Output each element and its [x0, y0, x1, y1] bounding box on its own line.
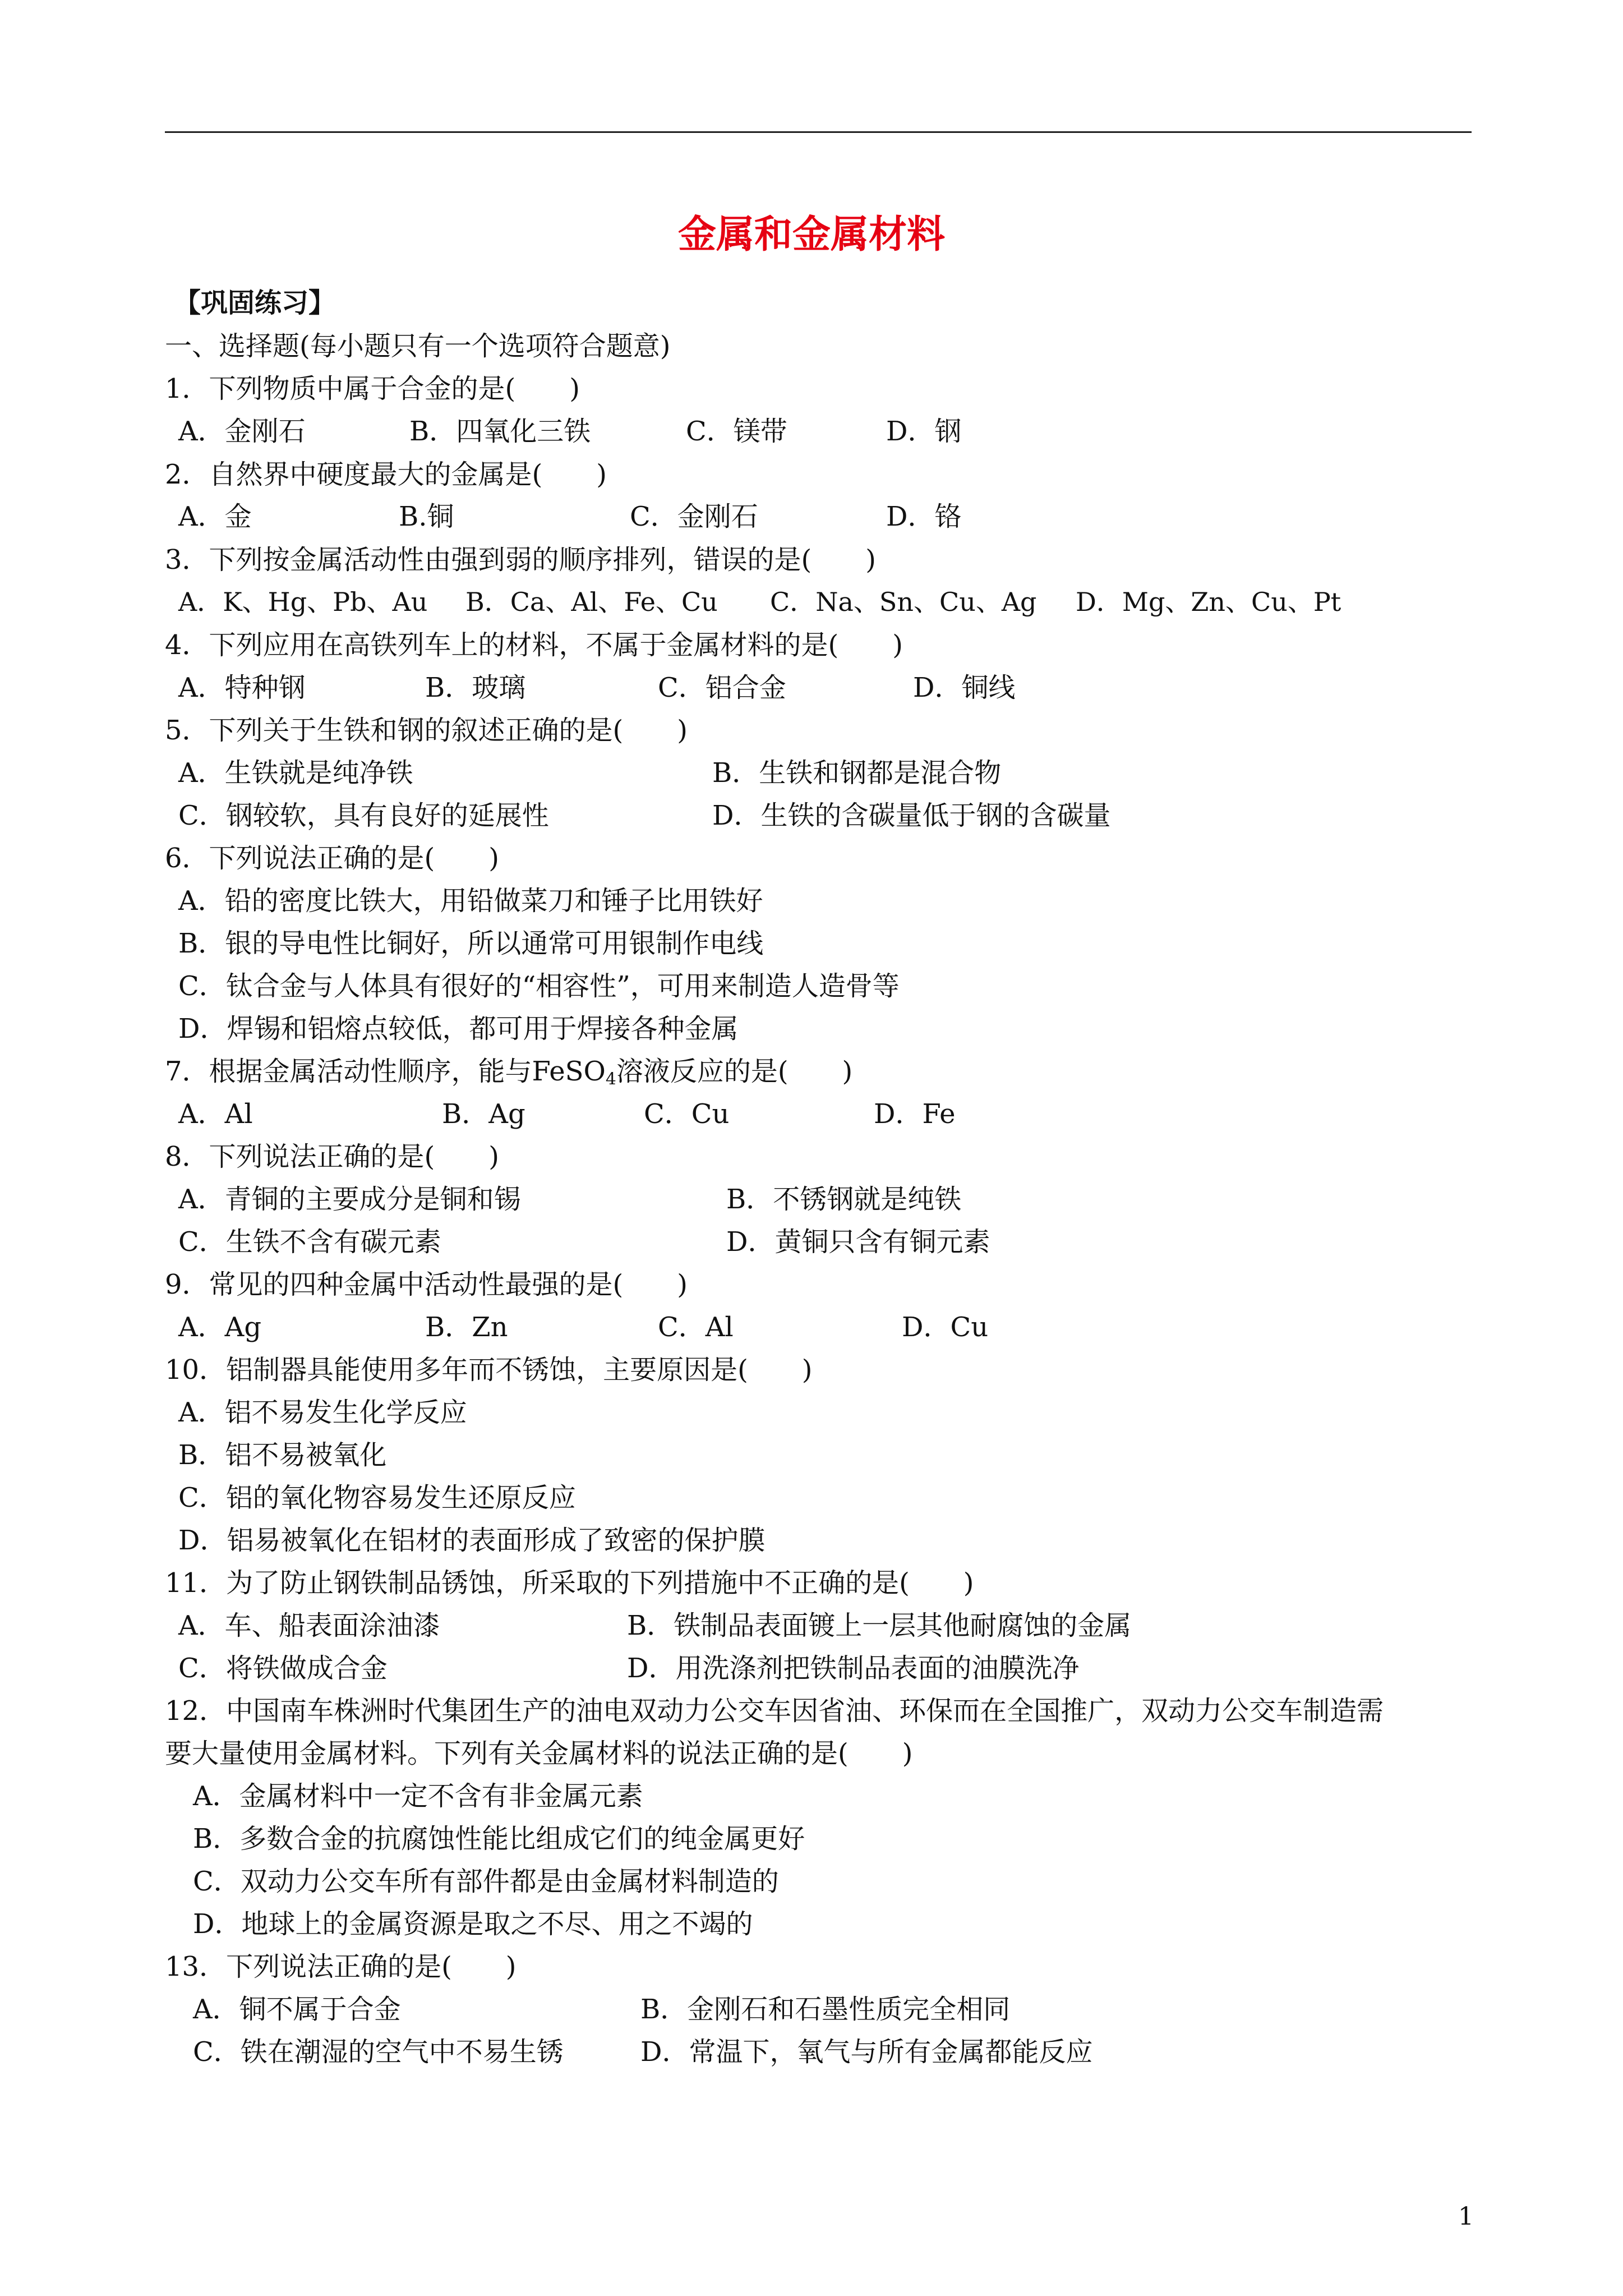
option: D．焊锡和铝熔点较低，都可用于焊接各种金属 — [178, 1013, 739, 1045]
option: C．Na、Sn、Cu、Ag — [770, 587, 1037, 617]
stem-text: 7．根据金属活动性顺序，能与FeSO — [165, 1056, 606, 1087]
option: A．青铜的主要成分是铜和锡 — [178, 1184, 521, 1215]
option: D．黄铜只含有铜元素 — [726, 1226, 990, 1258]
option: B．Zn — [425, 1312, 508, 1343]
question-stem: 1．下列物质中属于合金的是( ) — [165, 373, 580, 404]
option: D．铜线 — [913, 672, 1016, 703]
option: A．车、船表面涂油漆 — [178, 1610, 440, 1641]
option: B．金刚石和石墨性质完全相同 — [640, 1994, 1011, 2025]
option: A．金 — [178, 501, 252, 532]
question-stem: 5．下列关于生铁和钢的叙述正确的是( ) — [165, 715, 688, 746]
option: B．Ag — [442, 1098, 525, 1130]
option: D．地球上的金属资源是取之不尽、用之不竭的 — [193, 1908, 753, 1940]
option: C．钢较软，具有良好的延展性 — [178, 800, 549, 831]
option: C．金刚石 — [630, 501, 758, 532]
option: C．双动力公交车所有部件都是由金属材料制造的 — [193, 1866, 779, 1897]
option: B．银的导电性比铜好，所以通常可用银制作电线 — [178, 928, 764, 959]
option: B．玻璃 — [425, 672, 526, 703]
option: B．铝不易被氧化 — [178, 1439, 387, 1471]
option: D．钢 — [886, 416, 962, 447]
header-rule — [165, 131, 1472, 133]
option: A．特种钢 — [178, 672, 306, 703]
question-stem: 6．下列说法正确的是( ) — [165, 843, 499, 874]
option: D．Cu — [902, 1312, 989, 1343]
option: B．四氧化三铁 — [409, 416, 591, 447]
option: C．Al — [658, 1312, 734, 1343]
question-stem: 3．下列按金属活动性由强到弱的顺序排列，错误的是( ) — [165, 544, 876, 576]
option: B．生铁和钢都是混合物 — [712, 757, 1002, 789]
option: C．Cu — [644, 1098, 730, 1130]
question-stem: 4．下列应用在高铁列车上的材料，不属于金属材料的是( ) — [165, 629, 903, 661]
subscript: 4 — [605, 1069, 616, 1089]
option: C．铝的氧化物容易发生还原反应 — [178, 1482, 576, 1513]
question-stem: 8．下列说法正确的是( ) — [165, 1141, 499, 1172]
section-header: 【巩固练习】 — [174, 287, 336, 319]
option: D．常温下，氧气与所有金属都能反应 — [640, 2036, 1093, 2068]
option: D．用洗涤剂把铁制品表面的油膜洗净 — [627, 1653, 1080, 1684]
question-stem — [165, 1056, 852, 1088]
question-stem: 11．为了防止钢铁制品锈蚀，所采取的下列措施中不正确的是( ) — [165, 1567, 974, 1599]
option: B．不锈钢就是纯铁 — [726, 1184, 962, 1215]
option: A．铅的密度比铁大，用铅做菜刀和锤子比用铁好 — [178, 885, 763, 917]
option: A．生铁就是纯净铁 — [178, 757, 413, 789]
option: D．生铁的含碳量低于钢的含碳量 — [712, 800, 1111, 831]
option: A．K、Hg、Pb、Au — [178, 587, 428, 617]
option: D．Mg、Zn、Cu、Pt — [1076, 587, 1341, 617]
stem-text: 溶液反应的是( ) — [616, 1056, 853, 1087]
question-stem: 13．下列说法正确的是( ) — [165, 1951, 517, 1982]
option: A．铝不易发生化学反应 — [178, 1397, 467, 1428]
option: D．铬 — [886, 501, 962, 532]
option: A．金刚石 — [178, 416, 306, 447]
page-title: 金属和金属材料 — [677, 212, 945, 257]
part-heading: 一、选择题(每小题只有一个选项符合题意) — [165, 330, 671, 362]
option: A．Al — [178, 1098, 253, 1130]
option: C．铁在潮湿的空气中不易生锈 — [193, 2036, 564, 2068]
option: A．Ag — [178, 1312, 262, 1343]
option: B.铜 — [399, 501, 454, 532]
question-stem: 9．常见的四种金属中活动性最强的是( ) — [165, 1269, 688, 1300]
option: C．铝合金 — [658, 672, 786, 703]
option: B．铁制品表面镀上一层其他耐腐蚀的金属 — [627, 1610, 1132, 1641]
option: B．Ca、Al、Fe、Cu — [465, 587, 718, 617]
option: C．生铁不含有碳元素 — [178, 1226, 441, 1258]
option: C．钛合金与人体具有很好的“相容性”，可用来制造人造骨等 — [178, 970, 900, 1002]
option: D．铝易被氧化在铝材的表面形成了致密的保护膜 — [178, 1525, 766, 1556]
option: A．铜不属于合金 — [193, 1994, 401, 2025]
option: D．Fe — [874, 1098, 956, 1130]
option: C．镁带 — [686, 416, 787, 447]
question-stem: 12．中国南车株洲时代集团生产的油电双动力公交车因省油、环保而在全国推广，双动力公交车制造需 — [165, 1695, 1384, 1727]
question-stem: 2．自然界中硬度最大的金属是( ) — [165, 459, 607, 490]
option: B．多数合金的抗腐蚀性能比组成它们的纯金属更好 — [193, 1823, 805, 1855]
option: C．将铁做成合金 — [178, 1653, 388, 1684]
question-stem: 10．铝制器具能使用多年而不锈蚀，主要原因是( ) — [165, 1354, 813, 1386]
option: A．金属材料中一定不含有非金属元素 — [193, 1780, 643, 1812]
page-number: 1 — [1458, 2202, 1474, 2231]
question-stem-continued: 要大量使用金属材料。下列有关金属材料的说法正确的是( ) — [165, 1738, 913, 1769]
